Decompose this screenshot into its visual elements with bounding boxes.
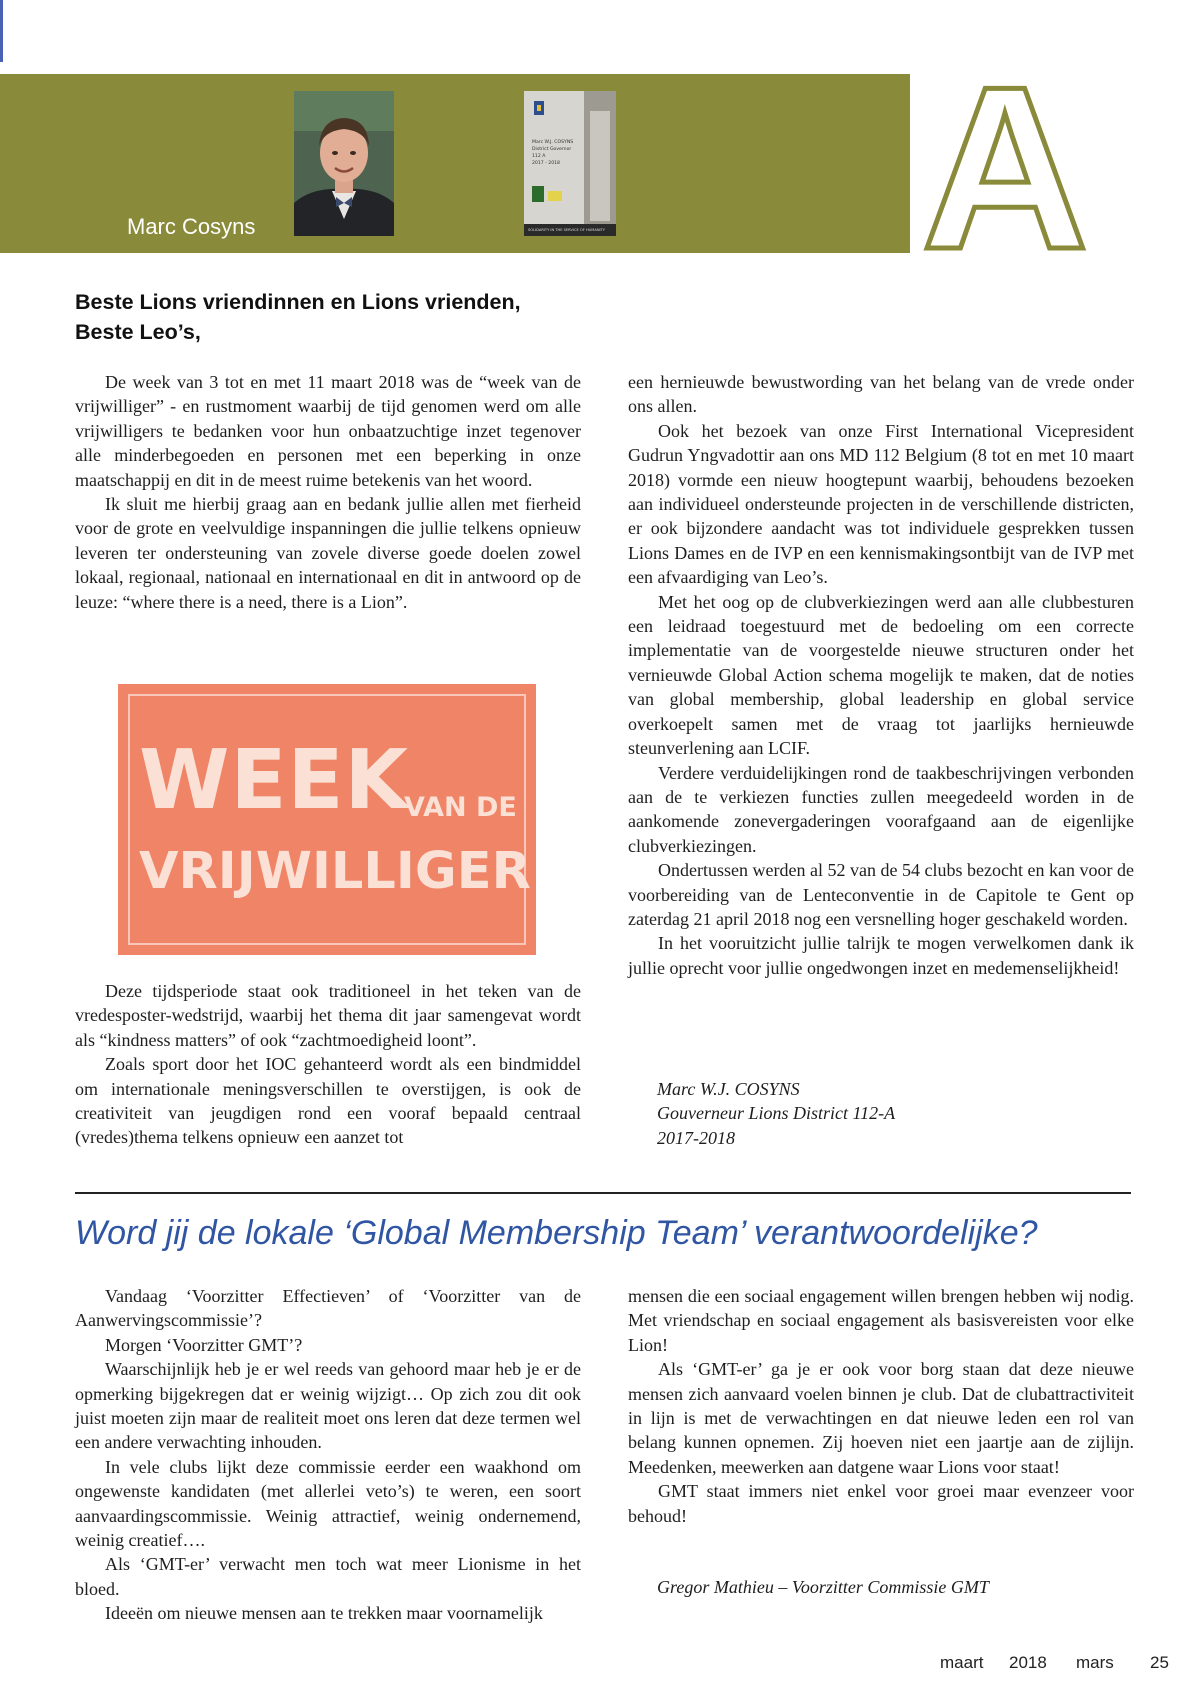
author-photo	[294, 91, 394, 236]
article2-signature	[657, 1575, 1163, 1599]
article1-paragraph: Ook het bezoek van onze First International Vicepresident Gudrun Yngvadottir aan ons MD 112 Belgium (8 tot en met 10 maart 2018) vormde een nieuw hoogtepunt waarbij, behoudens bezoeken aan individueel ondersteunde projecten in de verschillende districten, er ook bijzondere aandacht was tot individuele gesprekken tussen Lions Dames en de IVP en een kennismakingsontbijt van de IVP met een afvaardiging van Leo’s.	[628, 420, 1134, 588]
article1-paragraph: Met het oog op de clubverkiezingen werd aan alle clubbesturen een leidraad toegestuurd met de bedoeling om een correcte implementatie van de voorgestelde nieuwe structuren onder het vernieuwde Global Action schema mogelijk te maken, dat de noties van global membership, global leadership en global service overkoepelt samen met de vraag tot jaarlijks hernieuwde steunverlening aan LCIF.	[628, 591, 1134, 759]
article1-paragraph: Deze tijdsperiode staat ook traditioneel in het teken van de vredesposter-wedstrijd, waarbij het thema dit jaar samengevat wordt als “kindness matters” of ook “zachtmoedigheid loont”.	[75, 981, 581, 1050]
article1-left-top	[75, 370, 581, 614]
page-edge-mark	[0, 0, 3, 62]
article1-paragraph-continuation: een hernieuwde bewustwording van het belang van de vrede onder ons allen.	[628, 372, 1134, 417]
article2-paragraph: Vandaag ‘Voorzitter Effectieven’ of ‘Voorzitter van de Aanwervingscommissie’?	[75, 1286, 581, 1331]
week-logo-small: VAN DE	[404, 792, 517, 823]
article2-right-column	[628, 1284, 1134, 1528]
article1-paragraph: Ondertussen werden al 52 van de 54 clubs bezocht en kan voor de voorbereiding van de Lenteconventie in de Capitole te Gent op zaterdag 21 april 2018 nog een versnelling hoger geschakeld worden.	[628, 860, 1134, 929]
week-van-de-vrijwilliger-logo	[118, 684, 536, 955]
cover-footer-text: SOLIDARITY IN THE SERVICE OF HUMANITY	[528, 228, 605, 232]
cover-line-4: 2017 - 2018	[532, 161, 560, 166]
article2-title: Word jij de lokale ‘Global Membership Team’ verantwoordelijke?	[75, 1214, 1038, 1252]
article1-paragraph: Ik sluit me hierbij graag aan en bedank jullie allen met fierheid voor de grote en veelvuldige inspanningen die jullie telkens opnieuw leveren ter ondersteuning van zovele diverse goede doelen zowel lokaal, regionaal, nationaal en internationaal en dit in antwoord op de leuze: “where there is a need, there is a Lion”.	[75, 494, 581, 612]
article1-right-column	[628, 370, 1134, 980]
footer-month-fr: mars	[1076, 1653, 1114, 1672]
article2-paragraph: Morgen ‘Voorzitter GMT’?	[105, 1334, 303, 1355]
article2-paragraph-continuation: mensen die een sociaal engagement willen brengen hebben wij nodig. Met vriendschap en sociaal engagement als basisvereisten voor elke Lion!	[628, 1286, 1134, 1355]
signature-name: Marc W.J. COSYNS	[657, 1079, 800, 1099]
article2-paragraph: In vele clubs lijkt deze commissie eerder een waakhond om ongewenste kandidaten (met allerlei veto’s) te weren, een soort aanvaardingscommissie. Weinig attractief, weinig ondernemend, weinig creatief….	[75, 1456, 581, 1551]
article1-paragraph: In het vooruitzicht jullie talrijk te mogen verwelkomen dank ik jullie oprecht voor jullie ongedwongen inzet en medemenselijkheid!	[628, 933, 1134, 978]
greeting-line-2: Beste Leo’s,	[75, 320, 201, 344]
footer-year: 2018	[1009, 1653, 1047, 1672]
article1-signature	[657, 1077, 1163, 1150]
booklet-cover-image	[524, 91, 616, 236]
article2-paragraph: Als ‘GMT-er’ verwacht men toch wat meer Lionisme in het bloed.	[75, 1554, 581, 1599]
article1-paragraph: Verdere verduidelijkingen rond de taakbeschrijvingen verbonden aan de te verkiezen functies zullen meegedeeld worden in de aankomende zonevergaderingen voorafgaand aan de eigenlijke clubverkiezingen.	[628, 762, 1134, 856]
district-letter	[915, 64, 1095, 264]
cover-line-2: District Governor	[532, 147, 572, 152]
article2-paragraph: Ideeën om nieuwe mensen aan te trekken maar voornamelijk	[105, 1603, 543, 1624]
portrait-image	[294, 91, 394, 236]
article1-left-bottom	[75, 979, 581, 1150]
cover-line-3: 112 A	[532, 154, 546, 159]
article1-paragraph: De week van 3 tot en met 11 maart 2018 was de “week van de vrijwilliger” - en rustmoment waarbij de tijd genomen werd om alle vrijwilligers te bedanken voor hun onbaatzuchtige inzet tegenover alle minderbegoeden en personen met een beperking in onze maatschappij en dit in de meest ruime betekenis van het woord.	[75, 372, 581, 490]
page-number: 25	[1150, 1653, 1169, 1672]
article2-paragraph: Waarschijnlijk heb je er wel reeds van gehoord maar heb je er de opmerking bijgekregen dat er weinig wijzigt… Op zich zou dit ook juist moeten zijn maar de realiteit moet ons leren dat deze termen wel een andere verwachting inhouden.	[75, 1359, 581, 1453]
district-letter-glyph: A	[921, 64, 1089, 264]
signature-role: Gouverneur Lions District 112-A	[657, 1103, 896, 1124]
article2-paragraph: GMT staat immers niet enkel voor groei maar evenzeer voor behoud!	[628, 1481, 1134, 1526]
signature-gmt: Gregor Mathieu – Voorzitter Commissie GMT	[657, 1577, 989, 1597]
footer-month-nl: maart	[940, 1653, 984, 1672]
greeting-line-1: Beste Lions vriendinnen en Lions vrienden,	[75, 290, 521, 314]
section-divider	[75, 1192, 1131, 1194]
author-name: Marc Cosyns	[127, 214, 256, 239]
cover-line-1: Marc W.J. COSYNS	[532, 140, 574, 145]
governor-booklet-cover	[524, 91, 616, 236]
week-logo-word: WEEK	[139, 733, 410, 828]
signature-term: 2017-2018	[657, 1127, 735, 1148]
article2-left-column	[75, 1284, 581, 1626]
article2-paragraph: Als ‘GMT-er’ ga je er ook voor borg staan dat deze nieuwe mensen zich aanvaard voelen binnen je club. Dat de clubattractiviteit in lijn is met de verwachtingen en dat nieuwe leden een rol van belang kunnen opnemen. Zij hoeven niet een jaartje aan de zijlijn. Meedenken, meewerken aan datgene waar Lions voor staat!	[628, 1359, 1134, 1477]
greeting	[75, 287, 635, 347]
week-logo-bottom: VRIJWILLIGER	[139, 842, 531, 901]
article1-paragraph: Zoals sport door het IOC gehanteerd wordt als een bindmiddel om internationale meningsverschillen te overstijgen, is ook de creativiteit van jeugdigen rond een vooraf bepaald centraal (vredes)thema telkens opnieuw een aanzet tot	[75, 1054, 581, 1148]
